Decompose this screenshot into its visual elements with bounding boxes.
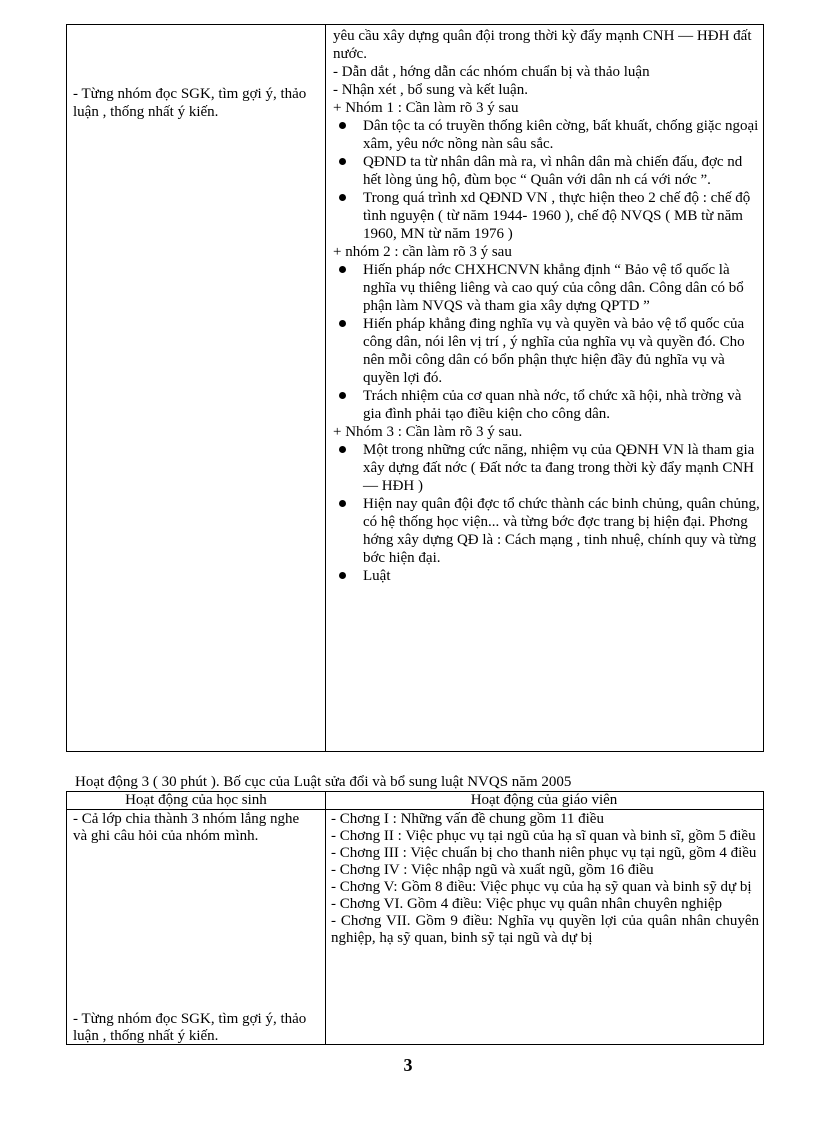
group-3-title: + Nhóm 3 : Cần làm rõ 3 ý sau. [333,424,523,440]
activity-3-table [66,791,764,1045]
student-activity-cell: - Từng nhóm đọc SGK, tìm gợi ý, thảo luận , thống nhất ý kiến. [73,86,307,120]
bullet-item: Trong quá trình xd QĐND VN , thực hiện theo 2 chế độ : chế độ tình nguyện ( từ năm 1944- 1960 ), chế độ NVQS ( MB từ năm 1960, MN từ năm 1976 ) [333,189,761,243]
bullet-item: Hiến pháp nớc CHXHCNVN khẳng định “ Bảo vệ tổ quốc là nghĩa vụ thiêng liêng và cao quý của công dân. Công dân có bổ phận làm NVQS và tham gia xây dựng QPTD ” [333,261,761,315]
bullet-item: Một trong những cức năng, nhiệm vụ của QĐNH VN là tham gia xây dựng đất nớc ( Đất nớc ta đang trong thời kỳ đẩy mạnh CNH — HĐH ) [333,441,761,495]
teacher-activity-cell [333,27,761,585]
intro-line: yêu cầu xây dựng quân đội trong thời kỳ đẩy mạnh CNH — HĐH đất nước. [333,28,752,62]
header-student-activity: Hoạt động của học sinh [125,792,267,808]
column-divider [325,792,326,1044]
chapter-item: - Chơng IV : Việc nhập ngũ và xuất ngũ, gồm 16 điều [331,862,654,878]
header-teacher-activity: Hoạt động của giáo viên [470,792,618,808]
student-activity-bottom: - Từng nhóm đọc SGK, tìm gợi ý, thảo luận , thống nhất ý kiến. [73,1011,307,1044]
bullet-item: Dân tộc ta có truyền thống kiên cờng, bất khuất, chống giặc ngoại xâm, yêu nớc nồng nàn sâu sắc. [333,117,761,153]
group-1-title: + Nhóm 1 : Cần làm rõ 3 ý sau [333,100,519,116]
intro-line: - Dẫn dắt , hớng dẫn các nhóm chuẩn bị và thảo luận [333,64,650,80]
teacher-activity-list [331,811,759,947]
activity-3-heading: Hoạt động 3 ( 30 phút ). Bố cục của Luật sửa đổi và bổ sung luật NVQS năm 2005 [75,774,572,790]
bullet-item: Luật [333,567,761,585]
header-divider [67,809,763,810]
bullet-item: Hiện nay quân đội đợc tổ chức thành các binh chủng, quân chủng, có hệ thống học viện... và từng bớc đợc trang bị hiện đại. Phơng hớng xây dựng QĐ là : Cách mạng , tinh nhuệ, chính quy và từng bớc hiện đại. [333,495,761,567]
chapter-item: - Chơng V: Gồm 8 điều: Việc phục vụ của hạ sỹ quan và binh sỹ dự bị [331,879,752,895]
intro-line: - Nhận xét , bổ sung và kết luận. [333,82,528,98]
page-number: 3 [403,1055,413,1075]
activity-table-continued [66,24,764,752]
chapter-item: - Chơng I : Những vấn đề chung gồm 11 điều [331,811,604,827]
chapter-item: - Chơng VI. Gồm 4 điều: Việc phục vụ quân nhân chuyên nghiệp [331,896,722,912]
column-divider [325,25,326,751]
chapter-item: - Chơng VII. Gồm 9 điều: Nghĩa vụ quyền lợi của quân nhân chuyên nghiệp, hạ sỹ quan, binh sỹ tại ngũ và dự bị [331,913,759,946]
bullet-item: Trách nhiệm của cơ quan nhà nớc, tổ chức xã hội, nhà trờng và gia đình phải tạo điều kiện cho công dân. [333,387,761,423]
chapter-item: - Chơng III : Việc chuẩn bị cho thanh niên phục vụ tại ngũ, gồm 4 điều [331,845,757,861]
student-activity-top: - Cả lớp chia thành 3 nhóm lắng nghe và ghi câu hỏi của nhóm mình. [73,811,300,844]
bullet-item: Hiến pháp khẳng đing nghĩa vụ và quyền và bảo vệ tổ quốc của công dân, nói lên vị trí , ý nghĩa của nghĩa vụ và quyền đó. Cho nên mỗi công dân có bổn phận thực hiện đầy đủ nghĩa vụ và quyền lợi đó. [333,315,761,387]
bullet-item: QĐND ta từ nhân dân mà ra, vì nhân dân mà chiến đấu, đợc nd hết lòng ủng hộ, đùm bọc “ Quân với dân nh cá với nớc ”. [333,153,761,189]
chapter-item: - Chơng II : Việc phục vụ tại ngũ của hạ sĩ quan và binh sĩ, gồm 5 điều [331,828,756,844]
group-2-title: + nhóm 2 : cần làm rõ 3 ý sau [333,244,512,260]
